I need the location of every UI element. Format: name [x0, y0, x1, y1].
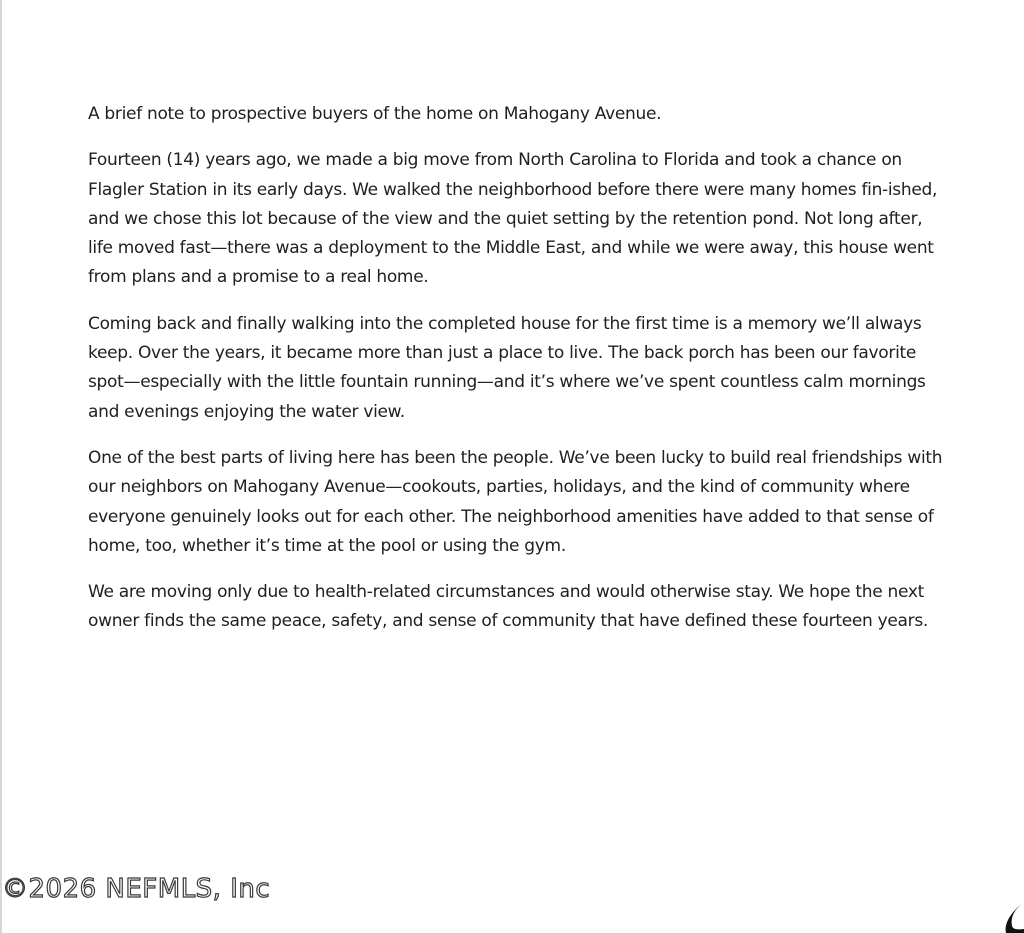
page-edge-divider	[0, 0, 2, 933]
letter-body	[88, 100, 948, 654]
letter-paragraph-community: One of the best parts of living here has been the people. We’ve been lucky to build real friendships with our neighbors on Mahogany Avenue—cookouts, parties, holidays, and the kind of community where everyone genuinely looks out for each other. The neighborhood amenities have added to that sense of home, too, whether it’s time at the pool or using the gym.	[88, 447, 943, 556]
page-curl-icon	[1002, 896, 1024, 933]
letter-paragraph-closing: We are moving only due to health-related circumstances and would otherwise stay. We hope the next owner finds the same peace, safety, and sense of community that have defined these fourteen years.	[88, 582, 929, 632]
copyright-watermark: ©2026 NEFMLS, Inc	[2, 874, 271, 904]
letter-paragraph-history: Fourteen (14) years ago, we made a big move from North Carolina to Florida and took a chance on Flagler Station in its early days. We walked the neighborhood before there were many homes fin-ished, and we chose this lot because of the view and the quiet setting by the retention pond. Not long after, life moved fast—there was a deployment to the Middle East, and while we were away, this house went from plans and a promise to a real home.	[88, 150, 938, 288]
letter-paragraph-memories: Coming back and finally walking into the completed house for the first time is a memory we’ll always keep. Over the years, it became more than just a place to live. The back porch has been our favorite spot—especially with the little fountain running—and it’s where we’ve spent countless calm mornings and evenings enjoying the water view.	[88, 313, 926, 422]
letter-paragraph-intro: A brief note to prospective buyers of the home on Mahogany Avenue.	[88, 104, 662, 124]
